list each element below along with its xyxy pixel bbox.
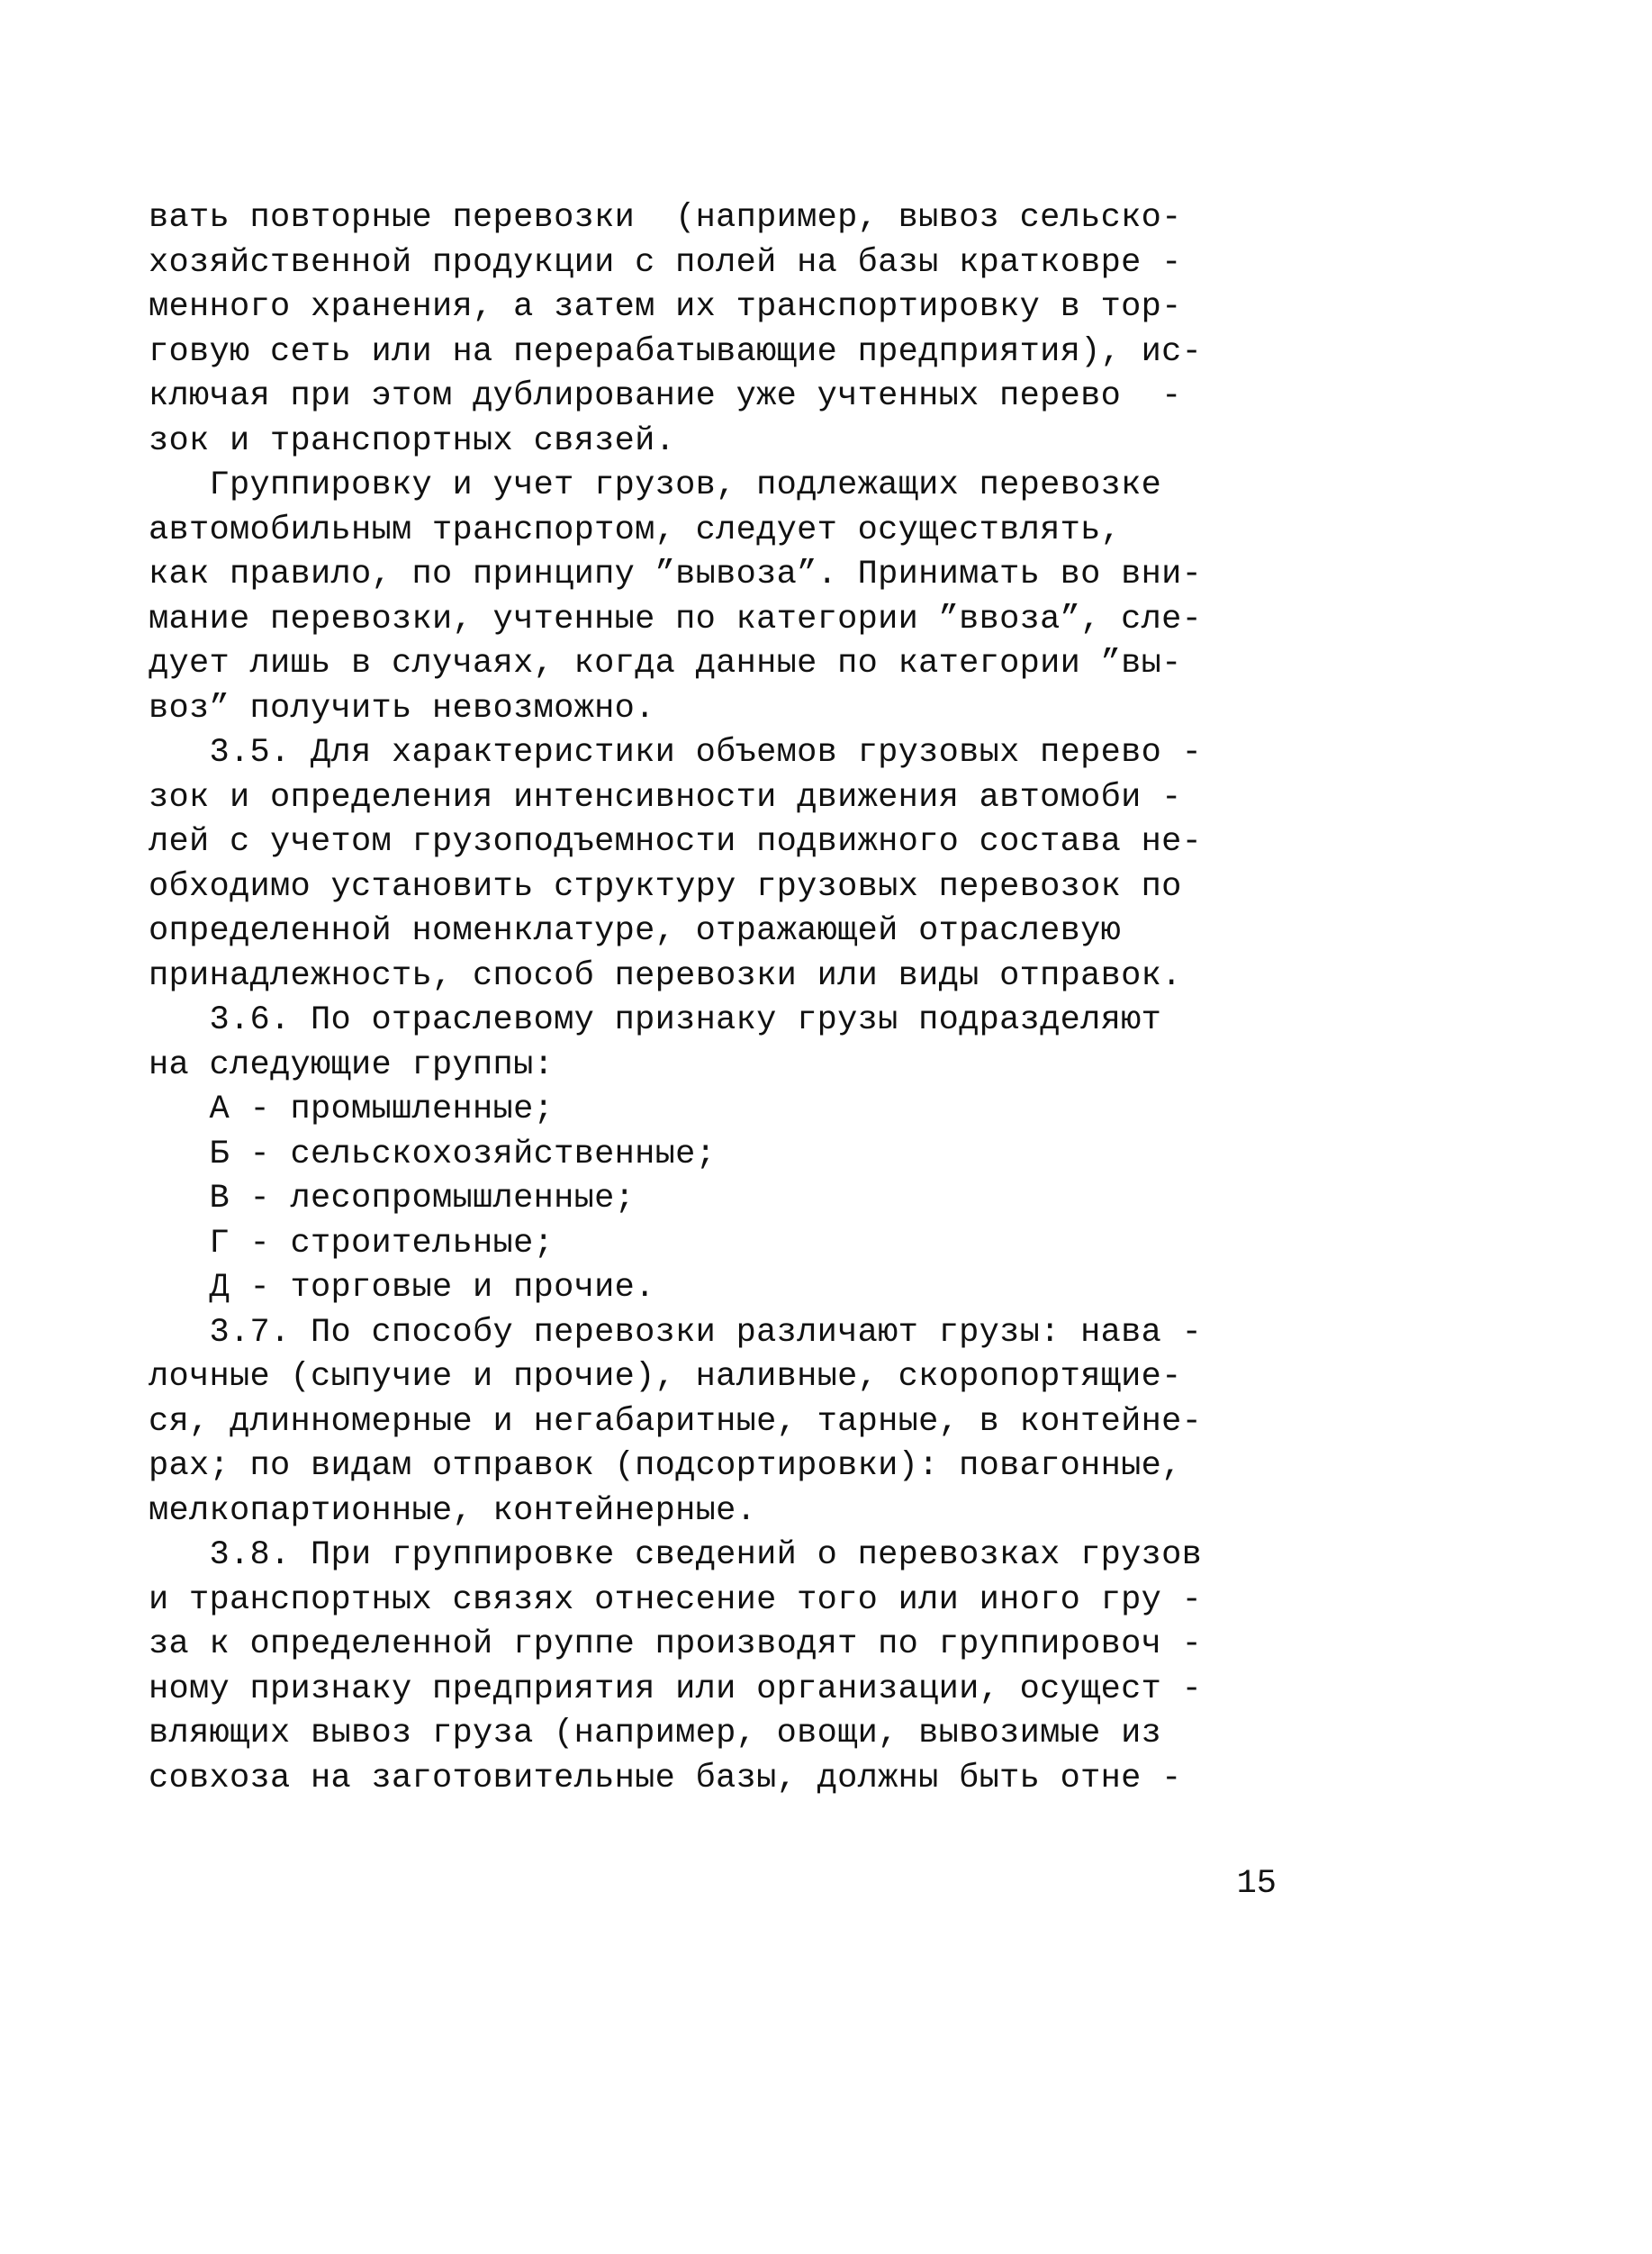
body-text [149,196,1269,1801]
text-line: лочные (сыпучие и прочие), наливные, скоропортящие- [149,1358,1182,1396]
page-number: 15 [1236,1865,1277,1903]
text-line: ключая при этом дублирование уже учтенных перево - [149,377,1182,415]
text-line: ся, длинномерные и негабаритные, тарные, в контейне- [149,1402,1203,1441]
text-line: мелкопартионные, контейнерные. [149,1491,757,1530]
text-line: менного хранения, а затем их транспортировку в тор- [149,288,1182,326]
text-line: совхоза на заготовительные базы, должны быть отне - [149,1759,1182,1797]
text-line: 3.6. По отраслевому признаку грузы подразделяют [149,1001,1162,1039]
text-line: 3.8. При группировке сведений о перевозках грузов [149,1536,1203,1574]
text-line: за к определенной группе производят по группировоч - [149,1625,1203,1663]
text-line: говую сеть или на перерабатывающие предприятия), ис- [149,332,1203,371]
text-line: определенной номенклатуре, отражающей отраслевую [149,912,1122,950]
text-line: зок и определения интенсивности движения автомоби - [149,778,1182,817]
text-line: 3.5. Для характеристики объемов грузовых перево - [149,734,1203,772]
text-line: Б - сельскохозяйственные; [149,1135,717,1173]
text-line: на следующие группы: [149,1046,555,1084]
text-line: воз” получить невозможно. [149,689,655,728]
text-line: как правило, по принципу ”вывоза”. Принимать во вни- [149,556,1203,593]
text-line: ному признаку предприятия или организации, осущест - [149,1670,1203,1708]
text-line: зок и транспортных связей. [149,421,676,460]
text-line: автомобильным транспортом, следует осуществлять, [149,511,1122,549]
text-line: и транспортных связях отнесение того или иного гру - [149,1580,1203,1619]
text-line: А - промышленные; [149,1091,555,1128]
text-line: принадлежность, способ перевозки или виды отправок. [149,956,1182,995]
text-line: лей с учетом грузоподъемности подвижного состава не- [149,823,1203,861]
text-line: мание перевозки, учтенные по категории ”ввоза”, сле- [149,600,1203,638]
text-line: вляющих вывоз груза (например, овощи, вывозимые из [149,1715,1162,1752]
text-line: Группировку и учет грузов, подлежащих перевозке [149,466,1162,504]
text-line: обходимо установить структуру грузовых перевозок по [149,867,1182,906]
text-line: Д - торговые и прочие. [149,1269,655,1307]
text-line: рах; по видам отправок (подсортировки): повагонные, [149,1447,1182,1485]
text-line: хозяйственной продукции с полей на базы кратковре - [149,243,1182,282]
text-line: Г - строительные; [149,1224,555,1263]
text-line: 3.7. По способу перевозки различают грузы: нава - [149,1313,1203,1352]
text-line: дует лишь в случаях, когда данные по категории ”вы- [149,645,1182,683]
text-line: В - лесопромышленные; [149,1180,636,1218]
text-line: вать повторные перевозки (например, вывоз сельско- [149,199,1182,237]
